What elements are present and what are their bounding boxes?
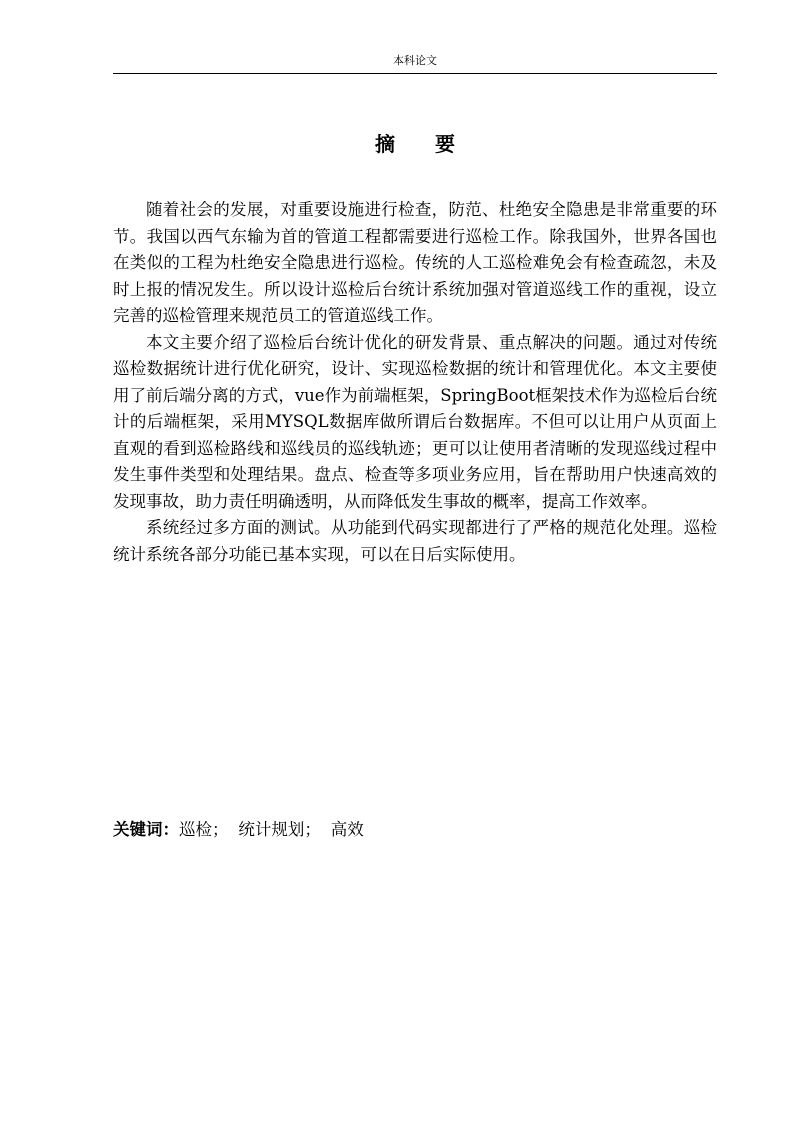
abstract-title: 摘要 xyxy=(375,132,495,156)
keyword-item-2: 统计规划； xyxy=(238,820,321,839)
header-rule xyxy=(113,73,717,74)
abstract-paragraph-3: 系统经过多方面的测试。从功能到代码实现都进行了严格的规范化处理。巡检统计系统各部分功能已基本实现，可以在日后实际使用。 xyxy=(113,518,717,564)
abstract-body xyxy=(113,197,717,568)
abstract-paragraph-2: 本文主要介绍了巡检后台统计优化的研发背景、重点解决的问题。通过对传统巡检数据统计进行优化研究，设计、实现巡检数据的统计和管理优化。本文主要使用了前后端分离的方式，vue作为前端框架，SpringBoot框架技术作为巡检后台统计的后端框架，采用MYSQL数据库做所谓后台数据库。不但可以让用户从页面上直观的看到巡检路线和巡线员的巡线轨迹；更可以让使用者清晰的发现巡线过程中发生事件类型和处理结果。盘点、检查等多项业务应用，旨在帮助用户快速高效的发现事故，助力责任明确透明，从而降低发生事故的概率，提高工作效率。 xyxy=(113,332,717,511)
running-header: 本科论文 xyxy=(393,54,437,67)
keyword-item-3: 高效 xyxy=(330,820,364,839)
abstract-paragraph-1: 随着社会的发展，对重要设施进行检查，防范、杜绝安全隐患是非常重要的环节。我国以西气东输为首的管道工程都需要进行巡检工作。除我国外，世界各国也在类似的工程为杜绝安全隐患进行巡检。传统的人工巡检难免会有检查疏忽，未及时上报的情况发生。所以设计巡检后台统计系统加强对管道巡线工作的重视，设立完善的巡检管理来规范员工的管道巡线工作。 xyxy=(113,200,717,325)
keywords-line xyxy=(113,817,717,843)
keywords-label: 关键词： xyxy=(113,820,179,839)
keyword-item-1: 巡检； xyxy=(179,820,229,839)
